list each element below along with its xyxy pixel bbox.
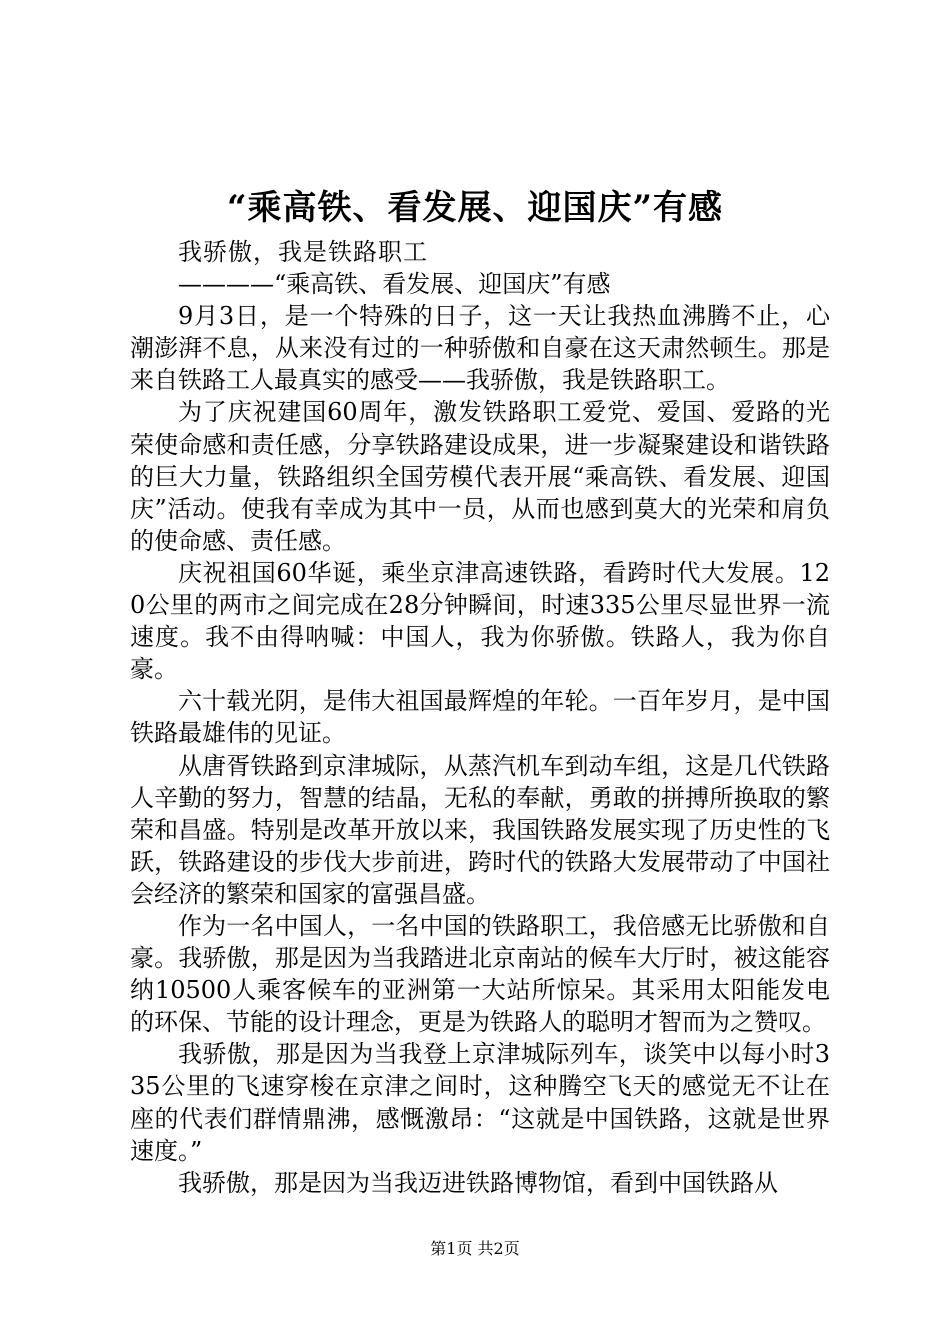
subtitle-line: ————“乘高铁、看发展、迎国庆”有感 xyxy=(178,270,611,299)
document-body xyxy=(130,236,830,1199)
document-title: “乘高铁、看发展、迎国庆”有感 xyxy=(226,188,724,228)
body-paragraph: 庆祝祖国60华诞，乘坐京津高速铁路，看跨时代大发展。120公里的两市之间完成在28分钟瞬间，时速335公里尽显世界一流速度。我不由得呐喊：中国人，我为你骄傲。铁路人，我为你自豪。 xyxy=(130,558,830,684)
page-number: 第1页 共2页 xyxy=(430,1239,520,1258)
body-paragraph: 作为一名中国人，一名中国的铁路职工，我倍感无比骄傲和自豪。我骄傲，那是因为当我踏进北京南站的候车大厅时，被这能容纳10500人乘客候车的亚洲第一大站所惊呆。其采用太阳能发电的环保、节能的设计理念，更是为铁路人的聪明才智而为之赞叹。 xyxy=(130,911,830,1037)
body-paragraph: 六十载光阴，是伟大祖国最辉煌的年轮。一百年岁月，是中国铁路最雄伟的见证。 xyxy=(130,687,830,748)
body-paragraph: 为了庆祝建国60周年，激发铁路职工爱党、爱国、爱路的光荣使命感和责任感，分享铁路建设成果，进一步凝聚建设和谐铁路的巨大力量，铁路组织全国劳模代表开展“乘高铁、看发展、迎国庆”活动。使我有幸成为其中一员，从而也感到莫大的光荣和肩负的使命感、责任感。 xyxy=(130,398,830,555)
subtitle-line: 我骄傲，我是铁路职工 xyxy=(178,238,428,266)
body-paragraph: 9月3日，是一个特殊的日子，这一天让我热血沸腾不止，心潮澎湃不息，从来没有过的一种骄傲和自豪在这天肃然顿生。那是来自铁路工人最真实的感受——我骄傲，我是铁路职工。 xyxy=(130,302,830,395)
body-paragraph: 我骄傲，那是因为当我登上京津城际列车，谈笑中以每小时335公里的飞速穿梭在京津之间时，这种腾空飞天的感觉无不让在座的代表们群情鼎沸，感慨激昂：“这就是中国铁路，这就是世界速度。” xyxy=(130,1040,830,1165)
body-paragraph: 从唐胥铁路到京津城际，从蒸汽机车到动车组，这是几代铁路人辛勤的努力，智慧的结晶，无私的奉献，勇敢的拼搏所换取的繁荣和昌盛。特别是改革开放以来，我国铁路发展实现了历史性的飞跃，铁路建设的步伐大步前进，跨时代的铁路大发展带动了中国社会经济的繁荣和国家的富强昌盛。 xyxy=(130,751,830,908)
body-paragraph: 我骄傲，那是因为当我迈进铁路博物馆，看到中国铁路从 xyxy=(178,1168,778,1197)
